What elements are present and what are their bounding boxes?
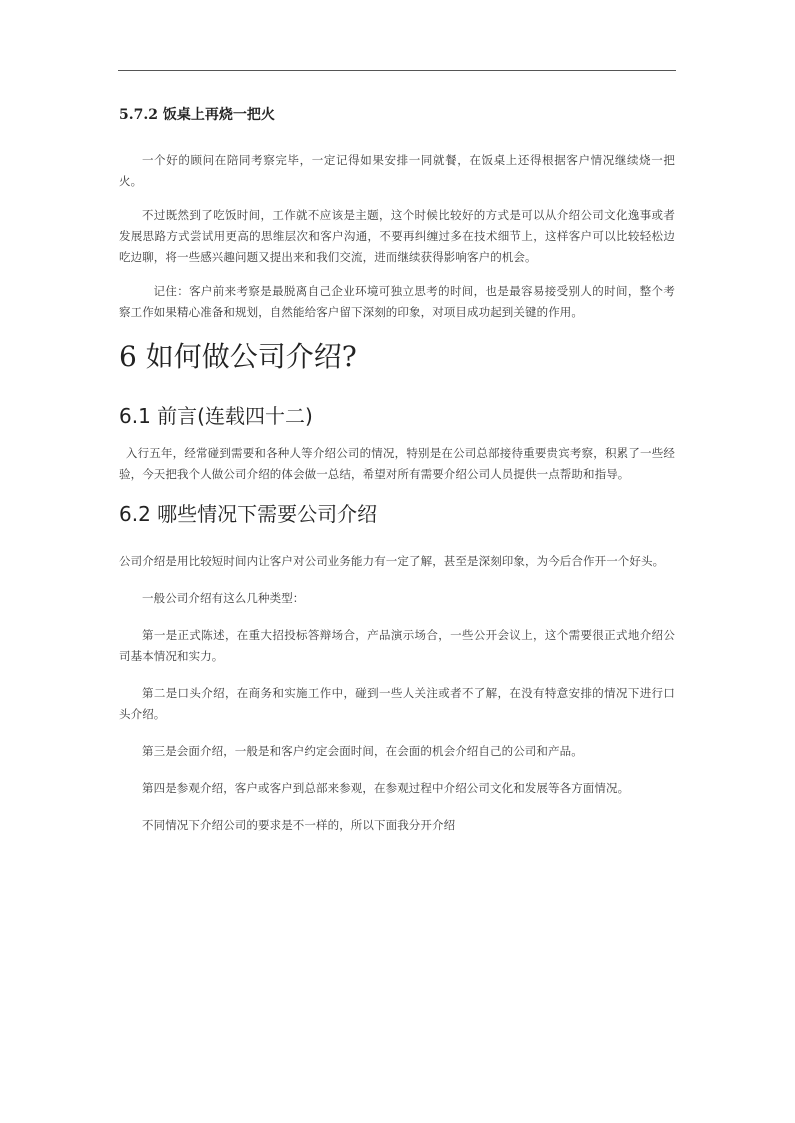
chapter-6-heading: 6 如何做公司介绍? — [119, 340, 357, 373]
paragraph: 第三是会面介绍，一般是和客户约定会面时间，在会面的机会介绍自己的公司和产品。 — [142, 744, 583, 758]
paragraph: 第二是口头介绍，在商务和实施工作中，碰到一些人关注或者不了解，在没有特意安排的情况下进行口头介绍。 — [119, 686, 675, 721]
paragraph: 一个好的顾问在陪同考察完毕，一定记得如果安排一同就餐，在饭桌上还得根据客户情况继续烧一把火。 — [119, 153, 675, 188]
section-5-7-2-heading: 5.7.2 饭桌上再烧一把火 — [119, 107, 275, 123]
paragraph: 不过既然到了吃饭时间，工作就不应该是主题，这个时候比较好的方式是可以从介绍公司文化逸事或者发展思路方式尝试用更高的思维层次和客户沟通，不要再纠缠过多在技术细节上，这样客户可以比较轻松边吃边聊，将一些感兴趣问题又提出来和我们交流，进而继续获得影响客户的机会。 — [119, 208, 675, 264]
paragraph-truncated: 不同情况下介绍公司的要求是不一样的，所以下面我分开介绍 — [142, 818, 456, 832]
paragraph: 一般公司介绍有这么几种类型： — [142, 591, 305, 605]
section-6-1-heading: 6.1 前言(连载四十二) — [119, 404, 313, 428]
paragraph: 第四是参观介绍，客户或客户到总部来参观，在参观过程中介绍公司文化和发展等各方面情况。 — [142, 781, 630, 795]
paragraph: 第一是正式陈述，在重大招投标答辩场合，产品演示场合，一些公开会议上，这个需要很正式地介绍公司基本情况和实力。 — [119, 628, 675, 663]
page-cutoff-fade — [0, 892, 795, 952]
paragraph: 记住：客户前来考察是最脱离自己企业环境可独立思考的时间，也是最容易接受别人的时间，整个考察工作如果精心准备和规划，自然能给客户留下深刻的印象，对项目成功起到关键的作用。 — [119, 284, 675, 319]
section-6-2-heading: 6.2 哪些情况下需要公司介绍 — [119, 502, 378, 526]
header-rule — [118, 70, 676, 71]
paragraph: 入行五年，经常碰到需要和各种人等介绍公司的情况，特别是在公司总部接待重要贵宾考察，积累了一些经验，今天把我个人做公司介绍的体会做一总结，希望对所有需要介绍公司人员提供一点帮助和指导。 — [119, 446, 675, 481]
document-body — [119, 100, 675, 836]
paragraph: 公司介绍是用比较短时间内让客户对公司业务能力有一定了解，甚至是深刻印象，为今后合作开一个好头。 — [119, 554, 665, 568]
